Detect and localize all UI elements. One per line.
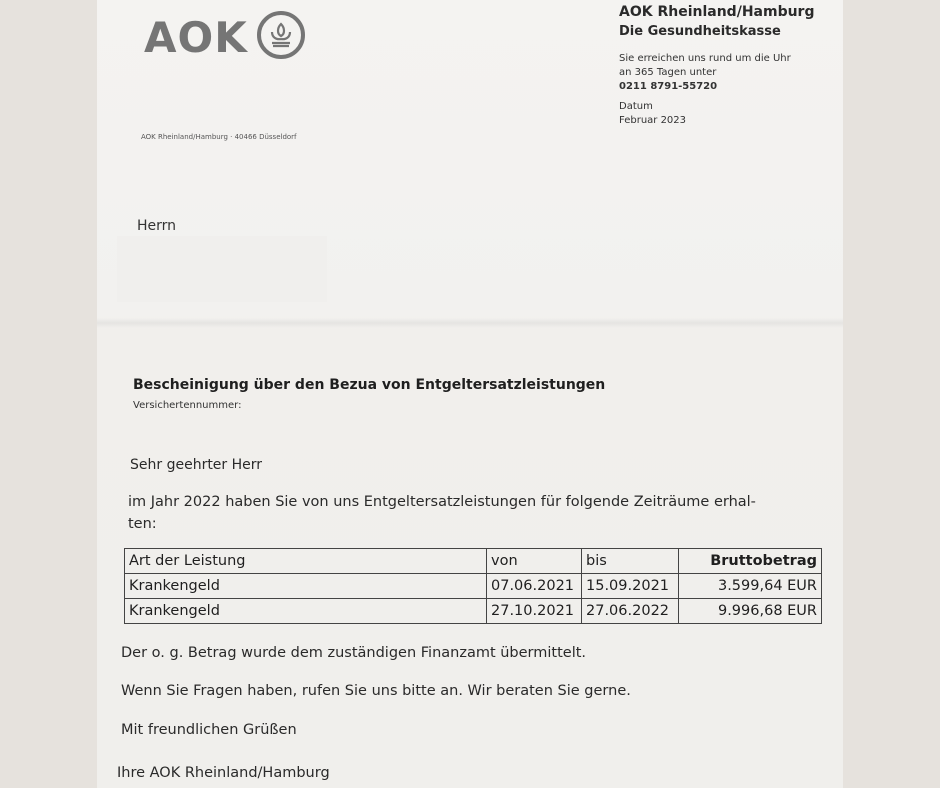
sender-address-line: AOK Rheinland/Hamburg · 40466 Düsseldorf (141, 133, 297, 141)
table-cell: 3.599,64 EUR (679, 574, 822, 599)
column-header: Bruttobetrag (679, 549, 822, 574)
redacted-address (117, 236, 327, 302)
table-row (125, 599, 822, 624)
table-cell: 07.06.2021 (487, 574, 582, 599)
recipient-salutation: Herrn (137, 218, 177, 234)
intro-text: im Jahr 2022 haben Sie von uns Entgeltersatzleistungen für folgende Zeiträume erhal- ten: (128, 494, 756, 532)
closing: Mit freundlichen Grüßen (121, 722, 297, 738)
aok-plant-emblem-icon (256, 10, 306, 64)
org-tagline: Die Gesundheitskasse (619, 24, 781, 39)
logo-text: AOK (144, 12, 248, 62)
aok-logo (144, 10, 306, 64)
table-row (125, 574, 822, 599)
table-cell: Krankengeld (125, 574, 487, 599)
column-header: von (487, 549, 582, 574)
letter-subject: Bescheinigung über den Bezua von Entgeltersatzleistungen (133, 377, 606, 393)
date-value: Februar 2023 (619, 115, 687, 126)
table-cell: 27.10.2021 (487, 599, 582, 624)
paper-fold (97, 318, 843, 328)
contact-line-2: an 365 Tagen unter (619, 67, 717, 78)
phone-number: 0211 8791-55720 (619, 81, 718, 92)
contact-note: Wenn Sie Fragen haben, rufen Sie uns bitte an. Wir beraten Sie gerne. (121, 683, 631, 699)
letterhead-contact (619, 4, 814, 128)
table-header-row (125, 549, 822, 574)
table-cell: 27.06.2022 (582, 599, 679, 624)
contact-line-1: Sie erreichen uns rund um die Uhr (619, 53, 791, 64)
table-cell: 9.996,68 EUR (679, 599, 822, 624)
greeting: Sehr geehrter Herr (130, 457, 263, 473)
org-name: AOK Rheinland/Hamburg (619, 4, 815, 20)
date-label: Datum (619, 101, 653, 112)
table-cell: Krankengeld (125, 599, 487, 624)
column-header: Art der Leistung (125, 549, 487, 574)
letter-page (97, 0, 843, 788)
benefits-table (124, 548, 822, 624)
signature: Ihre AOK Rheinland/Hamburg (117, 765, 330, 781)
column-header: bis (582, 549, 679, 574)
tax-office-note: Der o. g. Betrag wurde dem zuständigen Finanzamt übermittelt. (121, 645, 587, 661)
insurance-number-label: Versichertennummer: (133, 400, 242, 411)
table-cell: 15.09.2021 (582, 574, 679, 599)
